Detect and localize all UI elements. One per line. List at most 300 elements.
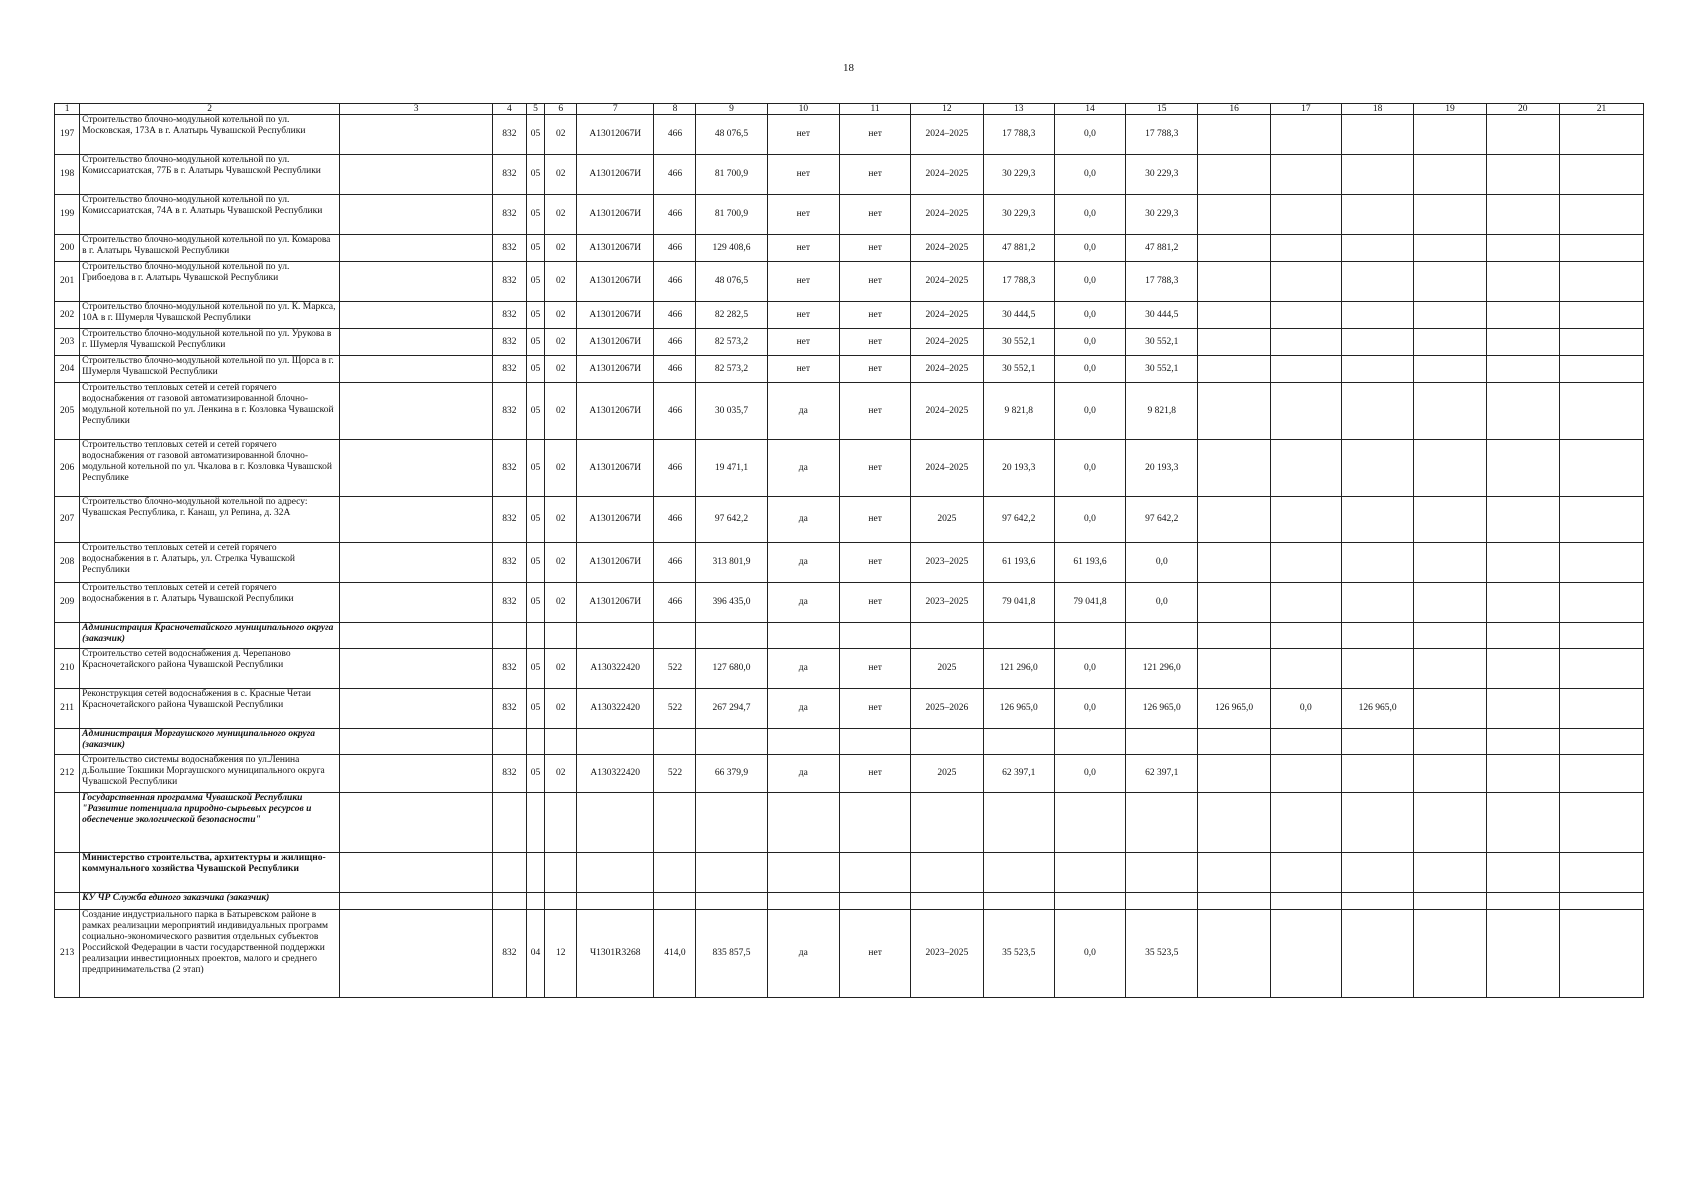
table-cell: 05 (526, 155, 545, 195)
table-cell (1341, 497, 1413, 543)
table-cell (1341, 583, 1413, 623)
row-number: 206 (55, 440, 80, 497)
table-cell: 0,0 (1054, 497, 1125, 543)
table-cell (911, 853, 983, 893)
object-name: Строительство блочно-модульной котельной по ул. Комарова в г. Алатырь Чувашской Республики (80, 235, 340, 262)
table-cell: 30 229,3 (1126, 195, 1198, 235)
table-cell: 126 965,0 (1126, 689, 1198, 729)
table-cell: 0,0 (1126, 543, 1198, 583)
table-cell (55, 893, 80, 910)
table-cell (1270, 383, 1341, 440)
table-cell (1198, 853, 1270, 893)
object-name: Строительство блочно-модульной котельной по ул. К. Маркса, 10А в г. Шумерля Чувашской Республики (80, 302, 340, 329)
table-cell: 121 296,0 (1126, 649, 1198, 689)
column-number-row (55, 104, 1644, 115)
row-number: 210 (55, 649, 80, 689)
table-cell (1414, 115, 1486, 155)
table-cell: А130322420 (576, 689, 654, 729)
table-cell: 832 (493, 543, 527, 583)
object-name: Строительство блочно-модульной котельной по ул. Комиссариатская, 74А в г. Алатырь Чувашской Республики (80, 195, 340, 235)
column-header: 4 (493, 104, 527, 115)
section-label: КУ ЧР Служба единого заказчика (заказчик) (80, 893, 340, 910)
object-name: Строительство тепловых сетей и сетей горячего водоснабжения от газовой автоматизированной блочно-модульной котельной по ул. Чкалова в г. Козловка Чувашской Республике (80, 440, 340, 497)
table-cell: 35 523,5 (1126, 910, 1198, 998)
table-cell: 127 680,0 (696, 649, 767, 689)
table-cell (1198, 302, 1270, 329)
table-cell: 0,0 (1054, 302, 1125, 329)
row-number: 207 (55, 497, 80, 543)
table-cell (340, 649, 493, 689)
table-cell (1198, 235, 1270, 262)
table-cell (340, 893, 493, 910)
table-cell (1414, 235, 1486, 262)
table-cell: нет (839, 910, 910, 998)
table-cell: 66 379,9 (696, 755, 767, 793)
table-cell: 0,0 (1054, 440, 1125, 497)
table-cell: да (767, 755, 839, 793)
table-cell (1054, 793, 1125, 853)
table-cell (1486, 623, 1559, 649)
table-cell: 05 (526, 235, 545, 262)
table-cell (1126, 729, 1198, 755)
column-header: 9 (696, 104, 767, 115)
table-cell (1414, 649, 1486, 689)
table-cell: 2024–2025 (911, 262, 983, 302)
table-cell: 2025 (911, 755, 983, 793)
table-cell: 20 193,3 (983, 440, 1054, 497)
table-cell (340, 543, 493, 583)
table-cell: 2024–2025 (911, 115, 983, 155)
table-cell (1559, 729, 1643, 755)
table-cell: нет (767, 195, 839, 235)
table-cell: да (767, 383, 839, 440)
table-cell (1414, 195, 1486, 235)
table-cell: 832 (493, 235, 527, 262)
table-cell (1198, 329, 1270, 356)
table-cell (767, 623, 839, 649)
table-cell (767, 893, 839, 910)
column-header: 14 (1054, 104, 1125, 115)
table-cell (696, 853, 767, 893)
table-cell (1486, 302, 1559, 329)
table-cell: 0,0 (1054, 329, 1125, 356)
table-cell (1414, 793, 1486, 853)
table-cell (1341, 623, 1413, 649)
table-cell: 466 (654, 497, 696, 543)
table-cell (1198, 440, 1270, 497)
table-cell: 466 (654, 302, 696, 329)
table-cell: 835 857,5 (696, 910, 767, 998)
row-number: 198 (55, 155, 80, 195)
table-cell (911, 729, 983, 755)
table-cell (545, 853, 576, 893)
table-cell: 466 (654, 195, 696, 235)
table-cell (839, 793, 910, 853)
table-cell: 313 801,9 (696, 543, 767, 583)
table-cell (1270, 893, 1341, 910)
table-cell: нет (767, 115, 839, 155)
column-header: 7 (576, 104, 654, 115)
table-cell: 17 788,3 (1126, 115, 1198, 155)
table-cell (1198, 195, 1270, 235)
table-cell (983, 893, 1054, 910)
table-cell: 02 (545, 302, 576, 329)
table-cell: А13012067И (576, 543, 654, 583)
table-cell (1198, 583, 1270, 623)
table-cell (1341, 793, 1413, 853)
table-cell (1198, 623, 1270, 649)
table-cell (1414, 356, 1486, 383)
table-cell (493, 623, 527, 649)
table-cell: 0,0 (1054, 195, 1125, 235)
table-cell: 02 (545, 115, 576, 155)
table-cell: 82 573,2 (696, 329, 767, 356)
table-cell: 0,0 (1054, 235, 1125, 262)
row-number: 212 (55, 755, 80, 793)
table-cell (1486, 543, 1559, 583)
table-cell (1270, 543, 1341, 583)
table-cell (1270, 583, 1341, 623)
table-cell (1341, 910, 1413, 998)
table-cell (1559, 853, 1643, 893)
table-cell: да (767, 497, 839, 543)
table-cell: 0,0 (1054, 755, 1125, 793)
table-cell (1559, 543, 1643, 583)
table-cell: А13012067И (576, 195, 654, 235)
table-cell (983, 793, 1054, 853)
table-cell (1270, 623, 1341, 649)
column-header: 13 (983, 104, 1054, 115)
table-cell (1559, 497, 1643, 543)
table-cell (1270, 302, 1341, 329)
table-cell: А13012067И (576, 115, 654, 155)
table-cell: 02 (545, 235, 576, 262)
table-cell: 0,0 (1054, 689, 1125, 729)
table-cell: 466 (654, 115, 696, 155)
table-cell (340, 583, 493, 623)
table-cell: да (767, 440, 839, 497)
table-cell: 05 (526, 302, 545, 329)
table-cell (1198, 649, 1270, 689)
table-cell: 97 642,2 (1126, 497, 1198, 543)
table-cell: 05 (526, 262, 545, 302)
table-cell (1198, 155, 1270, 195)
table-cell: 81 700,9 (696, 155, 767, 195)
table-cell (839, 729, 910, 755)
table-cell (1559, 155, 1643, 195)
table-cell (493, 893, 527, 910)
table-cell: 522 (654, 755, 696, 793)
table-cell (1414, 155, 1486, 195)
table-cell (1559, 910, 1643, 998)
table-cell (1486, 497, 1559, 543)
table-row (55, 383, 1644, 440)
table-cell (55, 623, 80, 649)
table-cell: нет (839, 155, 910, 195)
table-cell: 61 193,6 (1054, 543, 1125, 583)
table-cell (839, 623, 910, 649)
table-cell (767, 729, 839, 755)
column-header: 11 (839, 104, 910, 115)
table-cell (340, 302, 493, 329)
table-cell (340, 195, 493, 235)
row-number: 204 (55, 356, 80, 383)
table-cell: А13012067И (576, 155, 654, 195)
table-cell: А130322420 (576, 755, 654, 793)
table-cell (1270, 793, 1341, 853)
table-cell: 0,0 (1054, 356, 1125, 383)
table-cell: А13012067И (576, 356, 654, 383)
table-cell: 04 (526, 910, 545, 998)
table-cell: нет (767, 262, 839, 302)
table-cell (1414, 497, 1486, 543)
table-cell (1414, 623, 1486, 649)
table-cell (1270, 755, 1341, 793)
table-cell (1341, 262, 1413, 302)
table-cell: 30 552,1 (1126, 329, 1198, 356)
table-cell (576, 853, 654, 893)
table-row (55, 583, 1644, 623)
table-cell: 17 788,3 (983, 262, 1054, 302)
table-cell (1486, 583, 1559, 623)
table-cell (545, 729, 576, 755)
table-cell (340, 689, 493, 729)
table-cell (1341, 155, 1413, 195)
column-header: 19 (1414, 104, 1486, 115)
table-cell: Ч1301R3268 (576, 910, 654, 998)
table-cell: нет (839, 302, 910, 329)
table-cell: 832 (493, 383, 527, 440)
table-cell: 05 (526, 583, 545, 623)
column-header: 20 (1486, 104, 1559, 115)
table-cell: 0,0 (1054, 383, 1125, 440)
table-cell (839, 893, 910, 910)
row-number: 202 (55, 302, 80, 329)
table-cell (1486, 689, 1559, 729)
object-name: Строительство тепловых сетей и сетей горячего водоснабжения от газовой автоматизированной блочно-модульной котельной по ул. Ленкина в г. Козловка Чувашской Республики (80, 383, 340, 440)
table-cell (576, 793, 654, 853)
table-cell (1054, 893, 1125, 910)
table-cell (1414, 689, 1486, 729)
table-cell (55, 793, 80, 853)
table-cell: нет (767, 329, 839, 356)
table-cell (1341, 383, 1413, 440)
table-cell: нет (767, 302, 839, 329)
table-cell (1198, 497, 1270, 543)
table-cell (1486, 649, 1559, 689)
table-cell: 129 408,6 (696, 235, 767, 262)
object-name: Создание индустриального парка в Батыревском районе в рамках реализации мероприятий индивидуальных программ социально-экономического развития отдельных субъектов Российской Федерации в части государственной поддержки реализации инвестиционных проектов, малого и среднего предпринимательства (2 этап) (80, 910, 340, 998)
table-cell (1559, 583, 1643, 623)
table-cell (493, 853, 527, 893)
table-cell: 30 444,5 (983, 302, 1054, 329)
table-cell (1341, 543, 1413, 583)
section-row (55, 793, 1644, 853)
table-cell (1341, 729, 1413, 755)
table-cell: 832 (493, 155, 527, 195)
table-cell (1198, 893, 1270, 910)
table-cell: 20 193,3 (1126, 440, 1198, 497)
table-cell: нет (839, 235, 910, 262)
table-cell: 0,0 (1054, 115, 1125, 155)
table-cell (983, 623, 1054, 649)
table-cell (576, 623, 654, 649)
table-cell: 466 (654, 356, 696, 383)
column-header: 21 (1559, 104, 1643, 115)
table-cell (1126, 793, 1198, 853)
section-row (55, 893, 1644, 910)
table-cell (1414, 910, 1486, 998)
table-cell: 2023–2025 (911, 583, 983, 623)
table-cell (1559, 235, 1643, 262)
column-header: 10 (767, 104, 839, 115)
table-row (55, 195, 1644, 235)
table-cell (911, 893, 983, 910)
table-cell (1414, 262, 1486, 302)
table-cell: 832 (493, 115, 527, 155)
table-cell: нет (839, 689, 910, 729)
table-cell: А13012067И (576, 235, 654, 262)
table-cell: А130322420 (576, 649, 654, 689)
table-cell: 2025 (911, 497, 983, 543)
table-cell: 832 (493, 262, 527, 302)
table-cell (340, 155, 493, 195)
table-row (55, 302, 1644, 329)
row-number: 201 (55, 262, 80, 302)
table-cell (1486, 729, 1559, 755)
table-cell: 30 552,1 (983, 329, 1054, 356)
table-cell: А13012067И (576, 302, 654, 329)
table-row (55, 440, 1644, 497)
table-row (55, 115, 1644, 155)
table-cell: нет (839, 356, 910, 383)
table-cell (55, 729, 80, 755)
table-cell: 02 (545, 329, 576, 356)
table-cell (576, 893, 654, 910)
table-cell (1270, 440, 1341, 497)
column-header: 16 (1198, 104, 1270, 115)
table-cell: 832 (493, 356, 527, 383)
table-cell (1559, 893, 1643, 910)
table-cell (1486, 893, 1559, 910)
table-cell: 522 (654, 649, 696, 689)
object-name: Строительство блочно-модульной котельной по ул. Московская, 173А в г. Алатырь Чувашской Республики (80, 115, 340, 155)
table-cell: 466 (654, 383, 696, 440)
table-cell: 832 (493, 195, 527, 235)
object-name: Строительство системы водоснабжения по ул.Ленина д.Большие Токшики Моргаушского муниципального округа Чувашской Республики (80, 755, 340, 793)
section-row (55, 623, 1644, 649)
table-cell (526, 853, 545, 893)
table-cell: да (767, 649, 839, 689)
table-row (55, 649, 1644, 689)
table-cell: 0,0 (1054, 649, 1125, 689)
table-cell (545, 623, 576, 649)
table-cell: 47 881,2 (1126, 235, 1198, 262)
row-number: 203 (55, 329, 80, 356)
table-cell (1126, 623, 1198, 649)
table-cell (911, 623, 983, 649)
table-cell: 0,0 (1054, 155, 1125, 195)
table-cell (1559, 356, 1643, 383)
table-cell (1414, 440, 1486, 497)
table-cell: 832 (493, 910, 527, 998)
table-cell: А13012067И (576, 583, 654, 623)
table-row (55, 755, 1644, 793)
table-cell (576, 729, 654, 755)
table-cell (1559, 115, 1643, 155)
table-cell (55, 853, 80, 893)
table-cell (1126, 893, 1198, 910)
table-cell: 48 076,5 (696, 115, 767, 155)
table-cell (1341, 649, 1413, 689)
table-cell (1341, 235, 1413, 262)
table-cell (340, 497, 493, 543)
table-cell: 2024–2025 (911, 302, 983, 329)
table-cell: 126 965,0 (1198, 689, 1270, 729)
table-cell (1198, 356, 1270, 383)
table-cell (340, 356, 493, 383)
table-cell: 62 397,1 (983, 755, 1054, 793)
table-row (55, 689, 1644, 729)
table-cell: 30 444,5 (1126, 302, 1198, 329)
table-cell: 466 (654, 235, 696, 262)
column-header: 5 (526, 104, 545, 115)
section-label: Государственная программа Чувашской Республики "Развитие потенциала природно-сырьевых ресурсов и обеспечение экологической безопасности" (80, 793, 340, 853)
table-cell: нет (839, 543, 910, 583)
column-header: 15 (1126, 104, 1198, 115)
table-cell: 12 (545, 910, 576, 998)
table-cell (1341, 195, 1413, 235)
table-cell (493, 729, 527, 755)
table-cell: 832 (493, 583, 527, 623)
table-cell: 832 (493, 755, 527, 793)
table-cell: 05 (526, 689, 545, 729)
section-row (55, 729, 1644, 755)
table-cell: 522 (654, 689, 696, 729)
page-number: 18 (843, 62, 854, 74)
table-cell: 832 (493, 440, 527, 497)
table-cell: 832 (493, 497, 527, 543)
table-cell (696, 893, 767, 910)
table-cell (1486, 262, 1559, 302)
table-cell (1341, 893, 1413, 910)
table-cell (1270, 155, 1341, 195)
table-cell (545, 793, 576, 853)
table-cell (1559, 262, 1643, 302)
table-cell (340, 440, 493, 497)
table-cell (1341, 853, 1413, 893)
table-cell: 05 (526, 497, 545, 543)
table-cell (340, 910, 493, 998)
table-cell (1486, 155, 1559, 195)
table-cell (1559, 623, 1643, 649)
table-cell: 05 (526, 356, 545, 383)
table-cell: нет (767, 235, 839, 262)
table-cell (1414, 893, 1486, 910)
table-body (55, 115, 1644, 998)
table-cell (1414, 755, 1486, 793)
table-cell: 02 (545, 755, 576, 793)
table-row (55, 543, 1644, 583)
table-cell: 126 965,0 (1341, 689, 1413, 729)
table-row (55, 155, 1644, 195)
table-cell (1414, 583, 1486, 623)
row-number: 213 (55, 910, 80, 998)
table-cell (1270, 729, 1341, 755)
table-cell: 2024–2025 (911, 235, 983, 262)
table-cell (1414, 543, 1486, 583)
table-cell (1559, 329, 1643, 356)
